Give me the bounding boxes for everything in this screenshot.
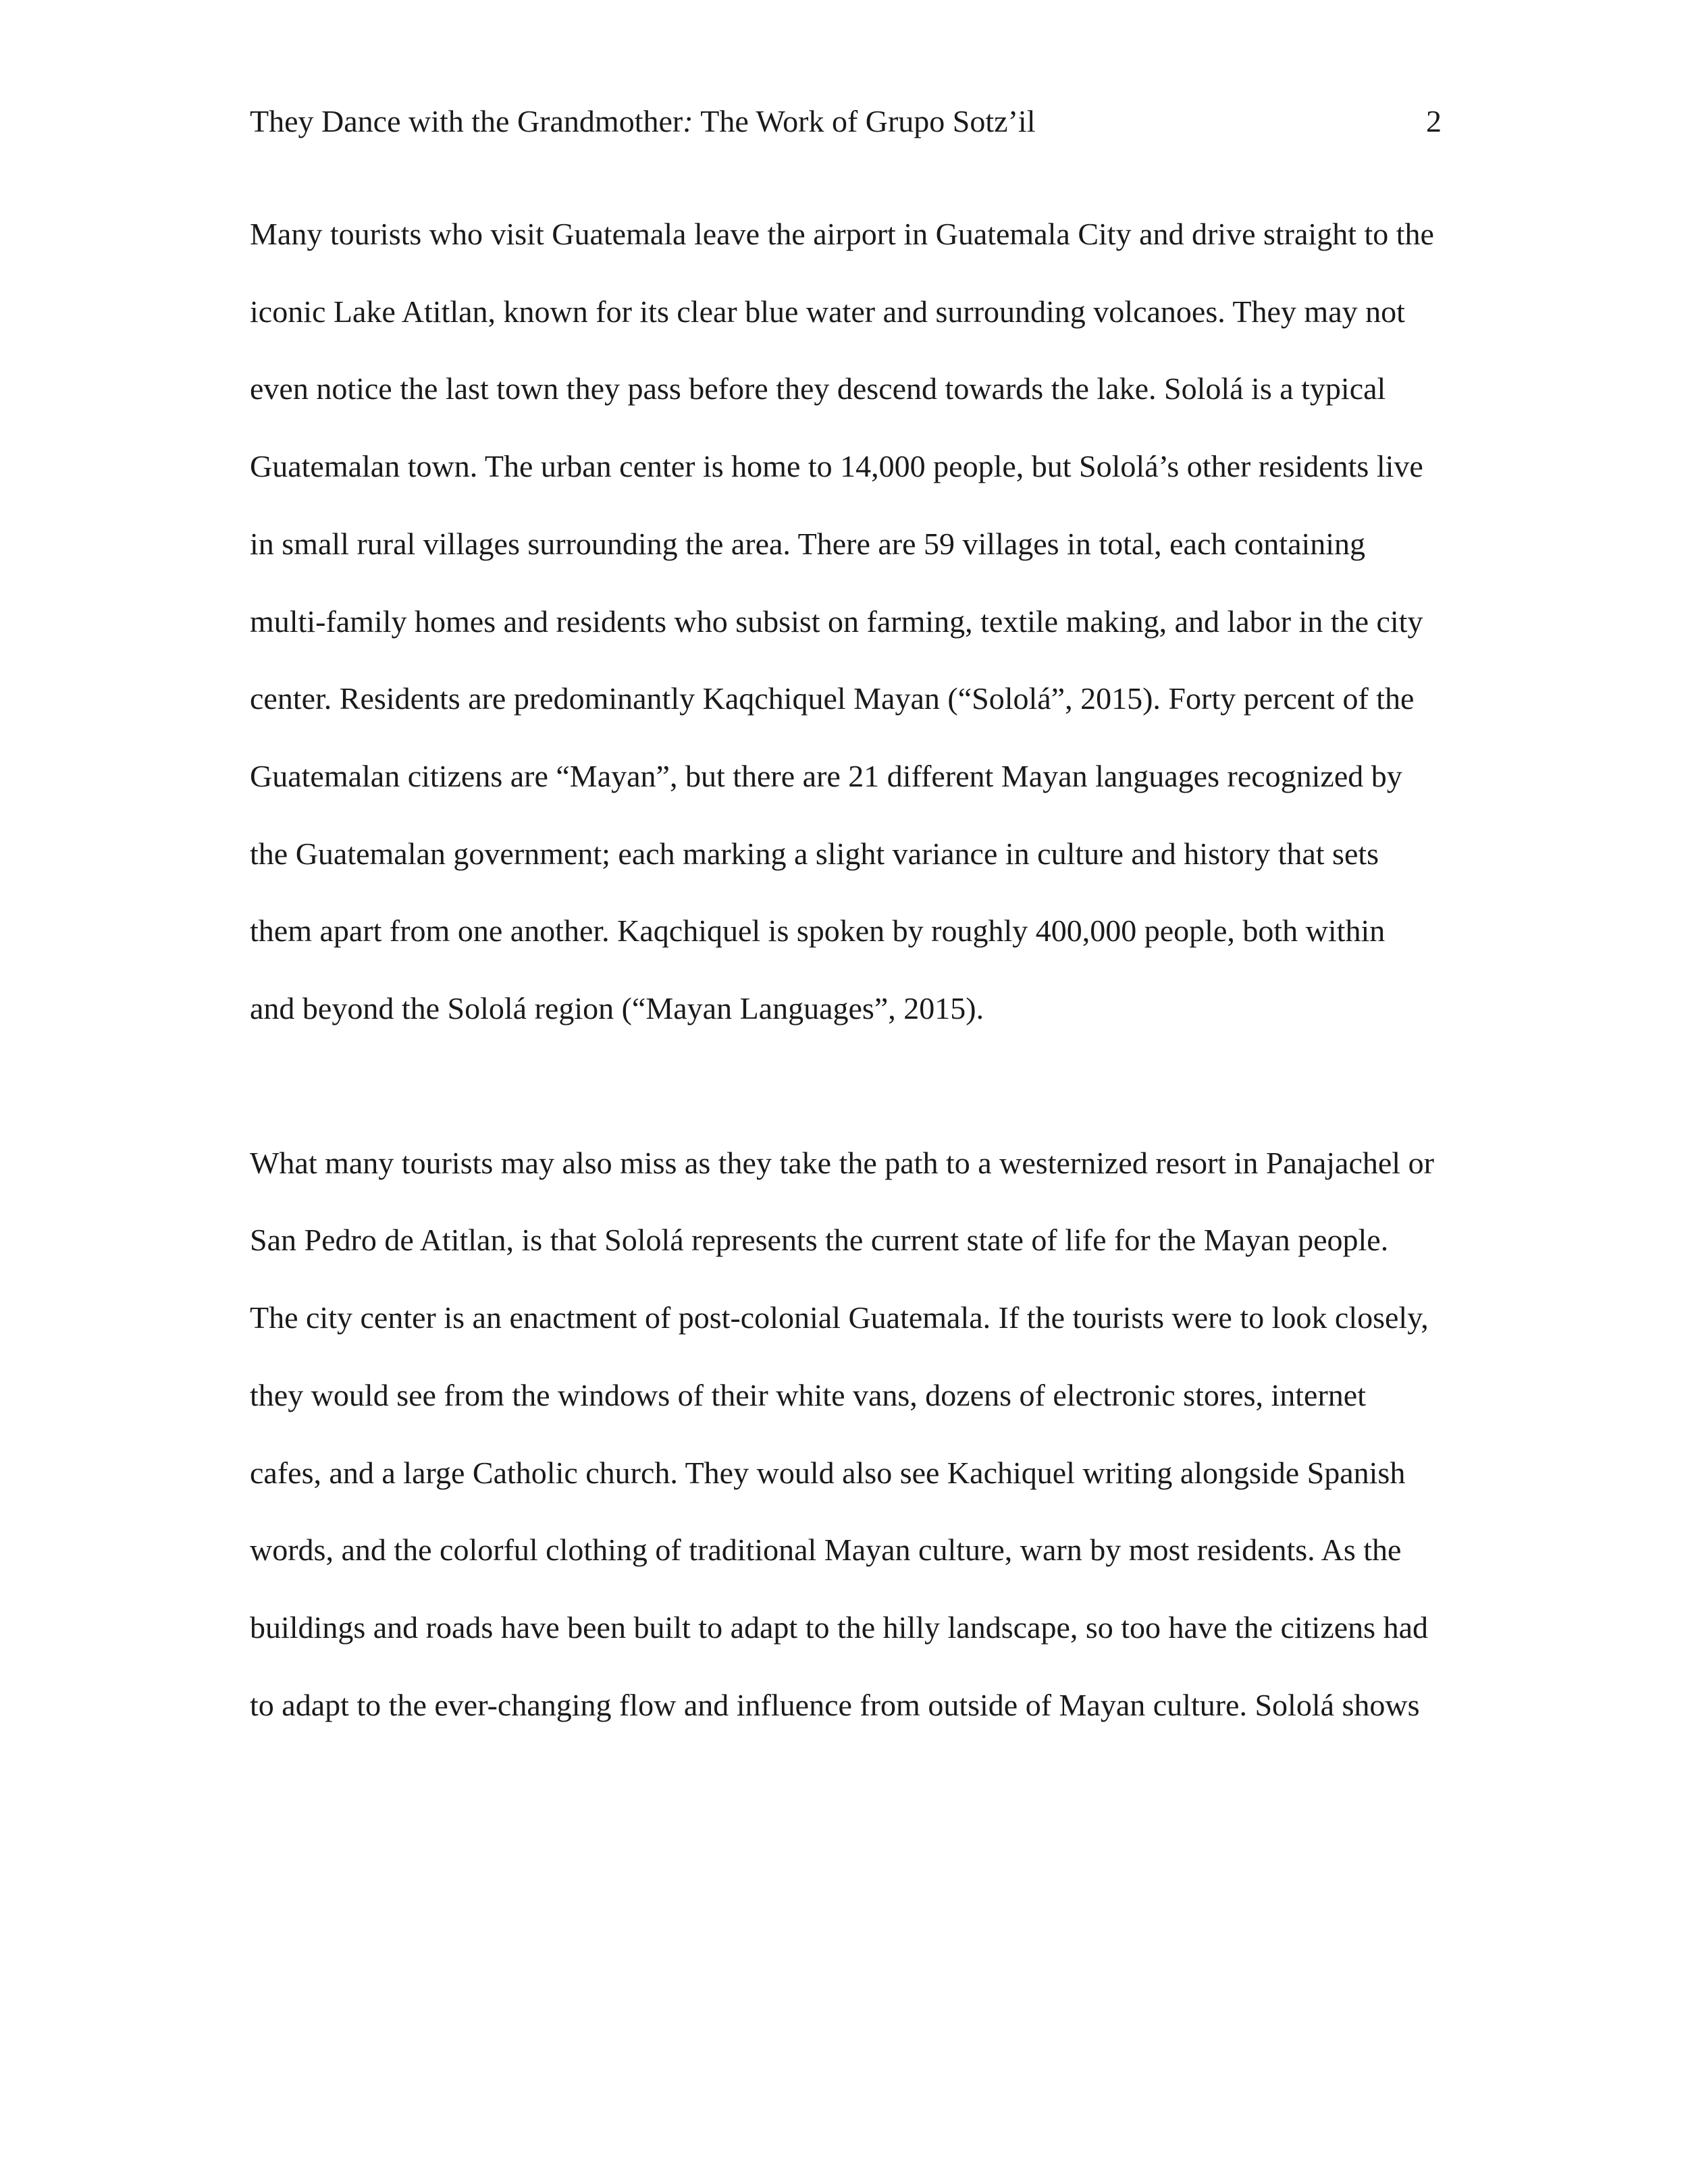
title-part-2: The Work of Grupo Sotz’il	[693, 104, 1036, 138]
paragraph-2: What many tourists may also miss as they take the path to a westernized resort in Panajachel or San Pedro de Atitlan, is that Sololá represents the current state of life for the Mayan people. The city center is an enactment of post-colonial Guatemala. If the tourists were to look closely, they would see from the windows of their white vans, dozens of electronic stores, internet cafes, and a large Catholic church. They would also see Kachiquel writing alongside Spanish words, and the colorful clothing of traditional Mayan culture, warn by most residents. As the buildings and roads have been built to adapt to the hilly landscape, so too have the citizens had to adapt to the ever-changing flow and influence from outside of Mayan culture. Sololá shows	[250, 1145, 1434, 1722]
running-head-title	[250, 98, 1035, 145]
title-part-1: They Dance with the Grandmother	[250, 104, 683, 138]
title-colon: :	[683, 104, 693, 138]
page-number: 2	[1426, 104, 1442, 138]
running-header	[250, 98, 1442, 145]
paragraph-gap	[250, 1048, 1435, 1125]
body-text	[250, 196, 1435, 1744]
paragraph-1: Many tourists who visit Guatemala leave the airport in Guatemala City and drive straight to the iconic Lake Atitlan, known for its clear blue water and surrounding volcanoes. They may not even notice the last town they pass before they descend towards the lake. Sololá is a typical Guatemalan town. The urban center is home to 14,000 people, but Sololá’s other residents live in small rural villages surrounding the area. There are 59 villages in total, each containing multi-family homes and residents who subsist on farming, textile making, and labor in the city center. Residents are predominantly Kaqchiquel Mayan (“Sololá”, 2015). Forty percent of the Guatemalan citizens are “Mayan”, but there are 21 different Mayan languages recognized by the Guatemalan government; each marking a slight variance in culture and history that sets them apart from one another. Kaqchiquel is spoken by roughly 400,000 people, both within and beyond the Sololá region (“Mayan Languages”, 2015).	[250, 217, 1434, 1026]
